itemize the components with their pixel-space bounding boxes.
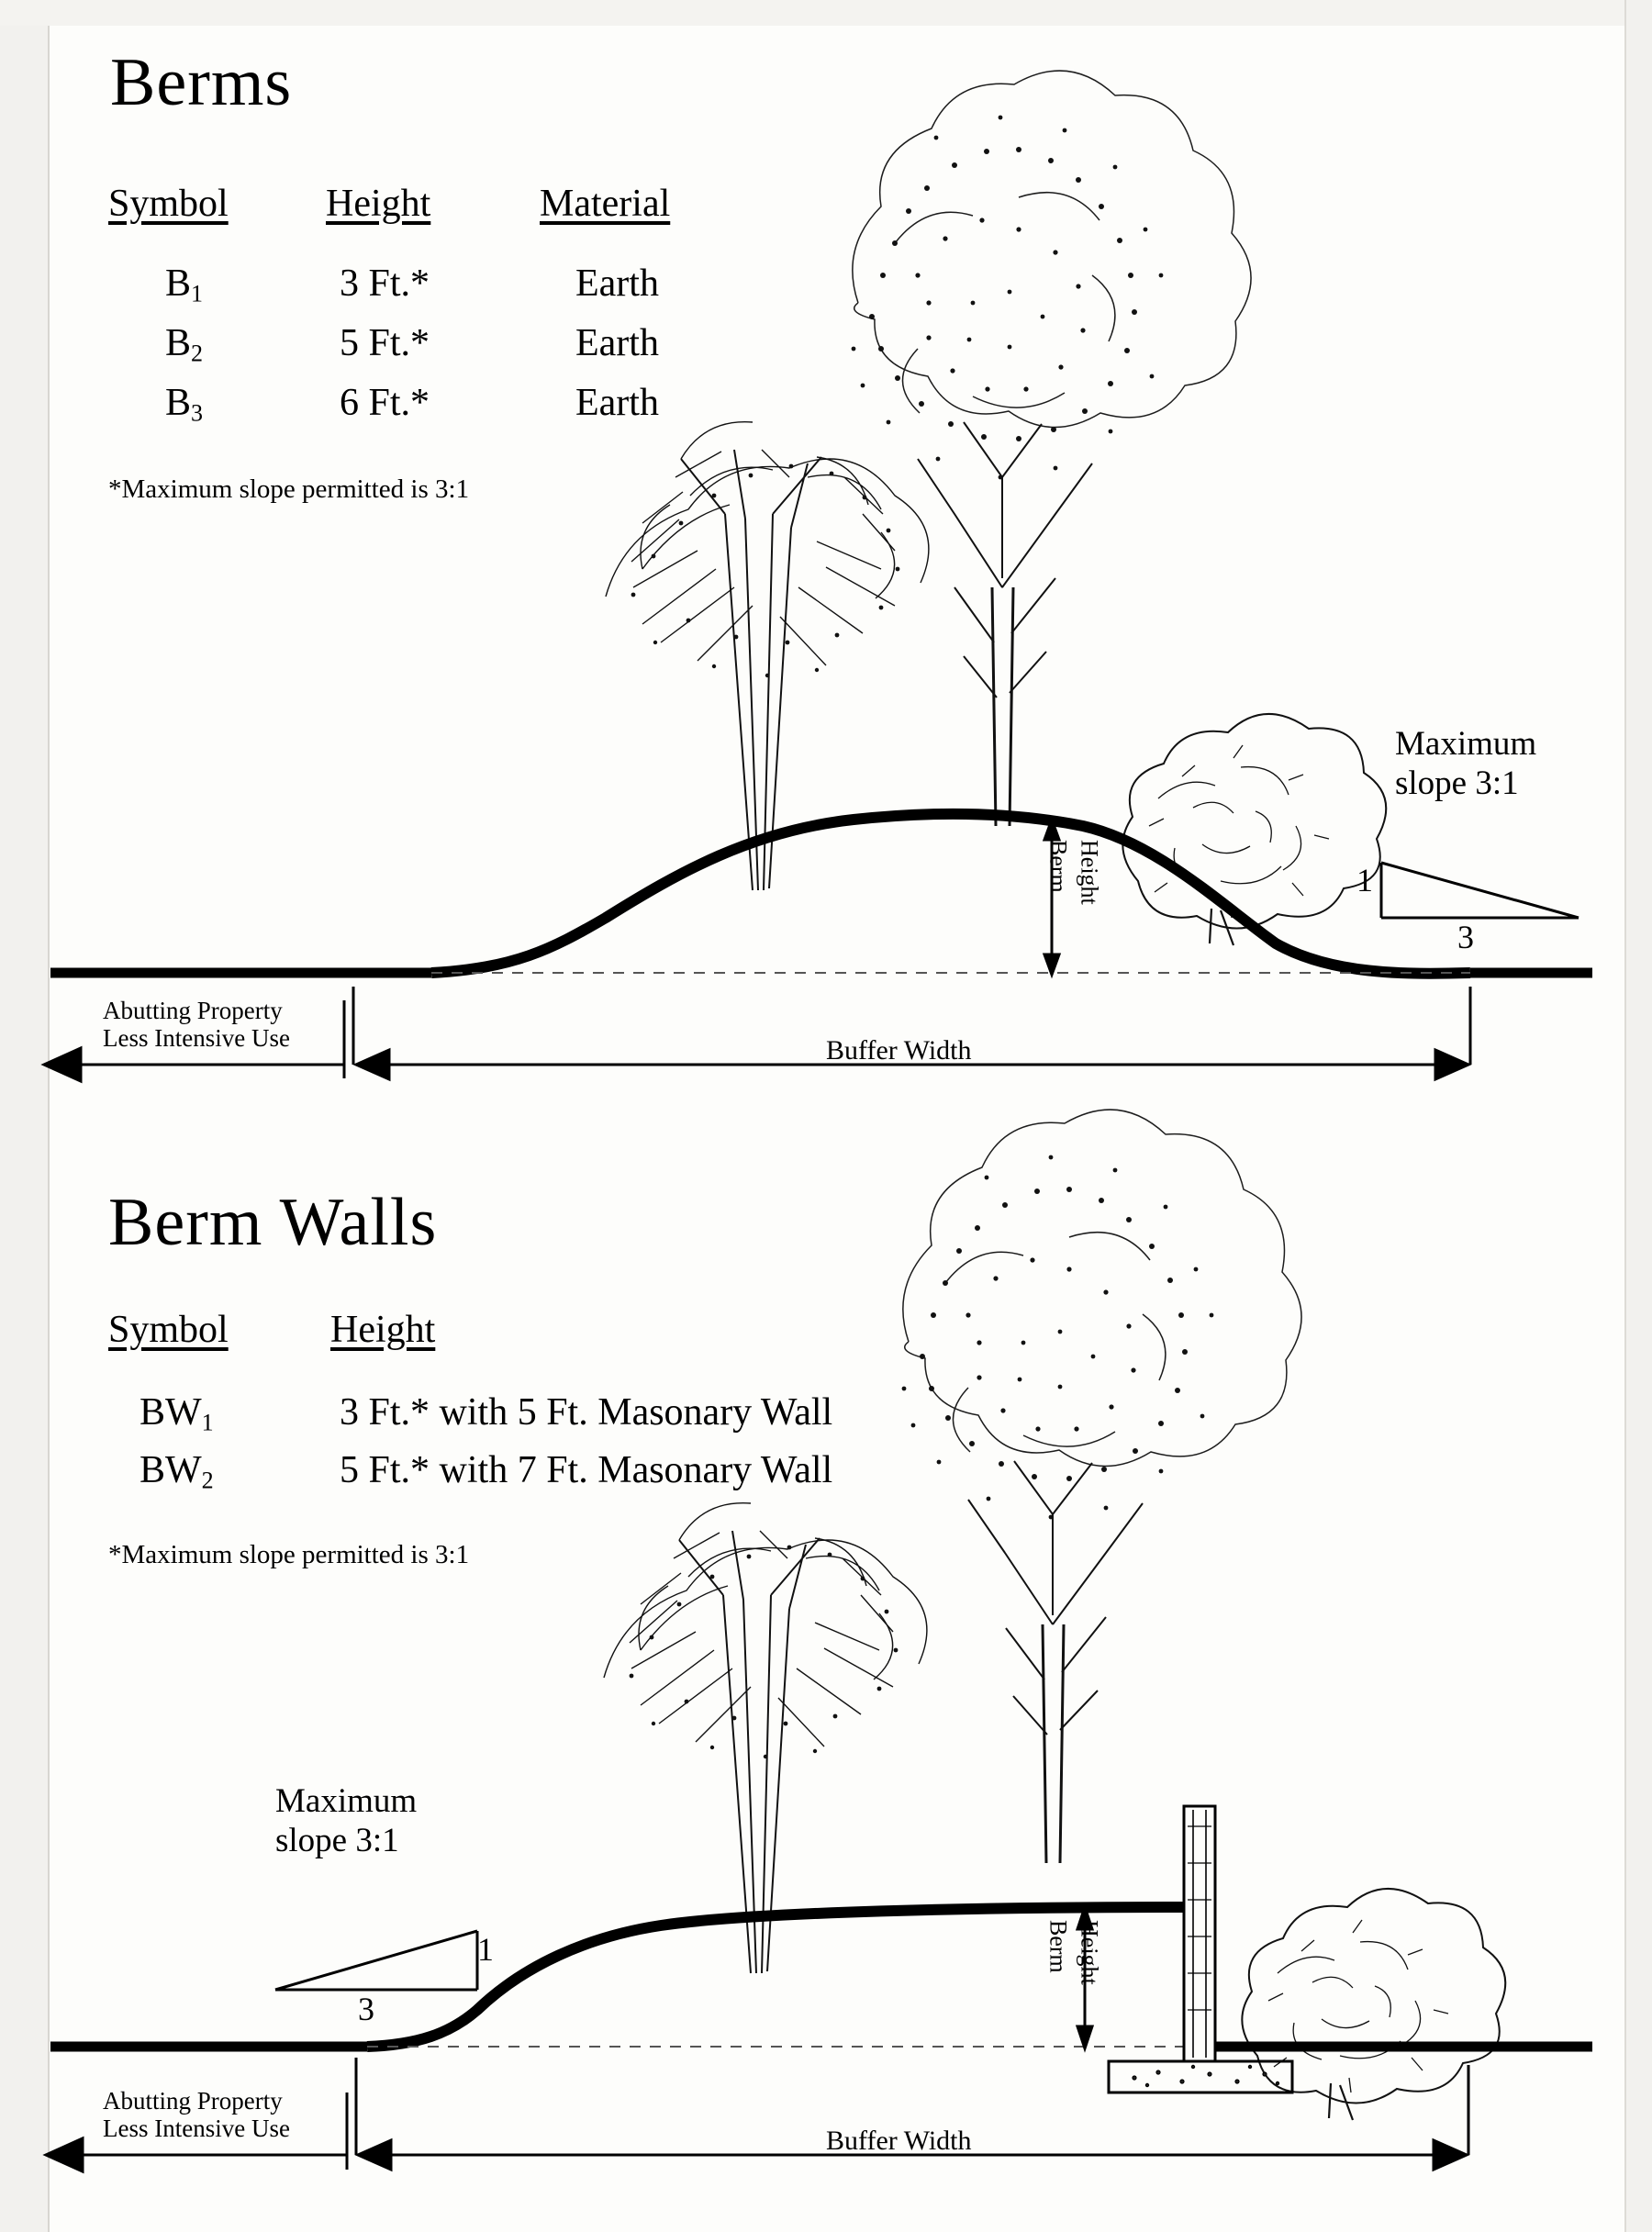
- legend-symbol-b1: $B_1$: [165, 262, 204, 307]
- tree-multi-stem-left-bw: [604, 1503, 927, 1973]
- tree-canopy-large: [828, 71, 1251, 826]
- slope-label-berms: Maximum slope 3:1: [1395, 725, 1537, 802]
- footnote-berms: *Maximum slope permitted is 3:1: [108, 474, 470, 504]
- legend-symbol-b2: $B_2$: [165, 322, 204, 367]
- buffer-width-label-bw: Buffer Width: [826, 2126, 972, 2156]
- abutting-property-label-bw: Abutting Property Less Intensive Use: [103, 2087, 290, 2143]
- buffer-width-label-berms: Buffer Width: [826, 1035, 972, 1066]
- slope-label-berm-walls: Maximum slope 3:1: [275, 1782, 418, 1859]
- legend-header-symbol-bw: Symbol: [108, 1309, 229, 1351]
- legend-height-bw1: 3 Ft.* with 5 Ft. Masonary Wall: [340, 1391, 833, 1434]
- tree-canopy-large-bw: [902, 1110, 1301, 1863]
- legend-header-height: Height: [326, 183, 431, 225]
- legend-header-material: Material: [540, 183, 671, 225]
- legend-height-b3: 6 Ft.*: [340, 382, 430, 424]
- page-title-berms: Berms: [110, 45, 293, 120]
- shrub-right-bw: [1242, 1889, 1505, 2120]
- legend-material-b3: Earth: [575, 382, 659, 424]
- legend-symbol-bw2: $BW_2$: [140, 1449, 214, 1494]
- shrub-right: [1122, 714, 1386, 945]
- berm-height-label-line2-bw: Height: [1076, 1920, 1103, 1985]
- berm-profile-line: [431, 814, 1470, 974]
- legend-symbol-b3: $B_3$: [165, 382, 204, 427]
- slope-triangle: [1381, 863, 1579, 918]
- slope-run-label-berms: 3: [1457, 919, 1474, 955]
- berm-height-label-line1-bw: Berm: [1044, 1920, 1072, 1973]
- slope-rise-label-berms: 1: [1356, 862, 1373, 898]
- slope-triangle-bw: [275, 1931, 477, 1990]
- abutting-property-label-berms: Abutting Property Less Intensive Use: [103, 997, 290, 1053]
- legend-height-b1: 3 Ft.*: [340, 262, 430, 305]
- page-title-berm-walls: Berm Walls: [108, 1185, 438, 1260]
- legend-material-b2: Earth: [575, 322, 659, 364]
- slope-run-label-bw: 3: [358, 1991, 374, 2027]
- legend-symbol-bw1: $BW_1$: [140, 1391, 214, 1436]
- footnote-berm-walls: *Maximum slope permitted is 3:1: [108, 1540, 470, 1569]
- berm-wall-section-drawing: [0, 1129, 1652, 2230]
- slope-rise-label-bw: 1: [477, 1931, 494, 1968]
- legend-height-b2: 5 Ft.*: [340, 322, 430, 364]
- berm-height-label-line1: Berm: [1044, 840, 1072, 893]
- berm-height-label-line2: Height: [1076, 840, 1103, 905]
- legend-header-height-bw: Height: [330, 1309, 436, 1351]
- legend-material-b1: Earth: [575, 262, 659, 305]
- legend-header-symbol: Symbol: [108, 183, 229, 225]
- legend-height-bw2: 5 Ft.* with 7 Ft. Masonary Wall: [340, 1449, 833, 1491]
